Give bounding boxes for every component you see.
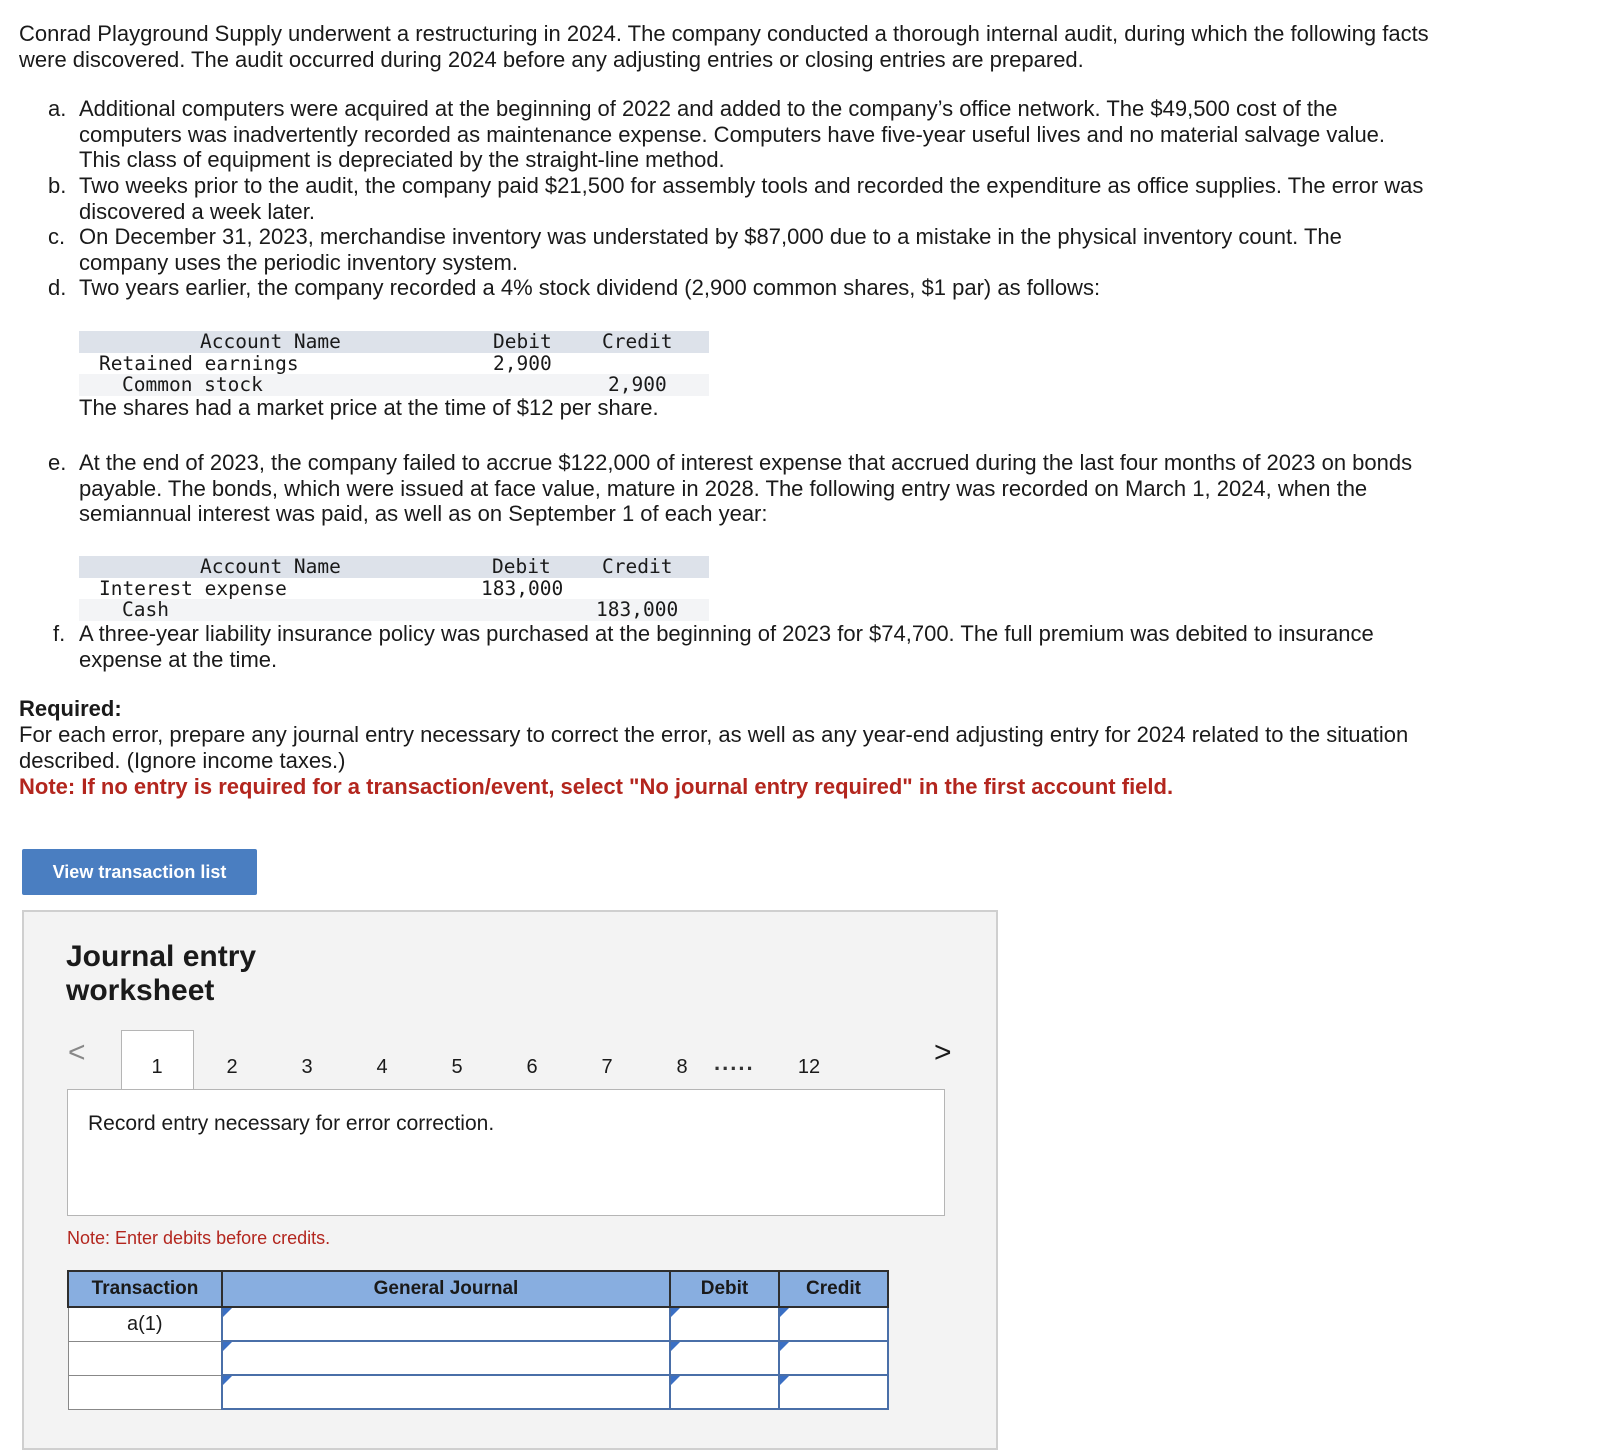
transaction-cell: a(1): [68, 1307, 222, 1341]
worksheet-title-line1: Journal entry: [66, 940, 257, 973]
entry-d-table: [79, 331, 709, 396]
debit-input[interactable]: [670, 1375, 779, 1409]
entry-d-row: [79, 374, 709, 396]
entry-e-debit-header: Debit: [492, 555, 551, 578]
item-f: [53, 621, 1433, 672]
entry-e-row2-account: Cash: [122, 598, 169, 622]
page-tab-4[interactable]: 4: [376, 1056, 388, 1078]
general-journal-column-header: General Journal: [222, 1271, 670, 1307]
required-text: For each error, prepare any journal entry necessary to correct the error, as well as any year-end adjusting entry for 2024 related to the situation described. (Ignore income taxes.): [19, 722, 1409, 773]
page-tab-2[interactable]: 2: [226, 1056, 238, 1078]
entry-e-row: [79, 578, 709, 600]
entry-e-header: [79, 556, 709, 578]
view-transaction-list-button[interactable]: View transaction list: [22, 849, 257, 895]
entry-e-credit-header: Credit: [602, 555, 673, 578]
account-input[interactable]: [222, 1341, 670, 1375]
worksheet-title-line2: worksheet: [66, 974, 215, 1007]
table-row: [68, 1341, 888, 1375]
entry-d-row: [79, 353, 709, 375]
account-input[interactable]: [222, 1307, 670, 1341]
item-b: [48, 173, 1428, 224]
next-arrow-icon[interactable]: >: [934, 1036, 952, 1069]
item-c: [48, 224, 1428, 275]
item-f-text: A three-year liability insurance policy was purchased at the beginning of 2023 for $74,700. The full premium was debited to insurance expense at the time.: [79, 621, 1374, 672]
worksheet-pager: [24, 1030, 1000, 1090]
credit-input[interactable]: [779, 1307, 888, 1341]
transaction-cell: [68, 1341, 222, 1375]
required-heading: Required:: [19, 696, 122, 721]
account-input[interactable]: [222, 1375, 670, 1409]
debit-column-header: Debit: [670, 1271, 779, 1307]
journal-table: [67, 1270, 889, 1410]
item-d-text: Two years earlier, the company recorded a 4% stock dividend (2,900 common shares, $1 par) as follows:: [79, 275, 1101, 300]
item-c-label: c.: [48, 224, 66, 249]
item-e: [48, 450, 1428, 527]
page-tab-12[interactable]: 12: [797, 1056, 821, 1078]
entry-d-account-header: Account Name: [200, 330, 341, 353]
item-a-label: a.: [48, 96, 67, 121]
instruction-box: [67, 1089, 945, 1216]
required-section: [19, 696, 1439, 800]
table-row: [68, 1307, 888, 1341]
entry-d-row1-debit: 2,900: [493, 351, 552, 375]
item-f-label: f.: [53, 621, 66, 646]
entry-e-row1-debit: 183,000: [481, 576, 564, 600]
item-d-label: d.: [48, 275, 67, 300]
entry-d-credit-header: Credit: [602, 330, 673, 353]
page-tab-7[interactable]: 7: [601, 1056, 613, 1078]
table-row: [68, 1375, 888, 1409]
credit-input[interactable]: [779, 1375, 888, 1409]
debit-input[interactable]: [670, 1341, 779, 1375]
page-tab-5[interactable]: 5: [451, 1056, 463, 1078]
enter-debits-note: Note: Enter debits before credits.: [67, 1228, 331, 1248]
transaction-column-header: Transaction: [68, 1271, 222, 1307]
transaction-cell: [68, 1375, 222, 1409]
entry-d-row1-account: Retained earnings: [99, 351, 299, 375]
item-c-text: On December 31, 2023, merchandise inventory was understated by $87,000 due to a mistake in the physical inventory count. The company uses the periodic inventory system.: [79, 224, 1342, 275]
page-tab-3[interactable]: 3: [301, 1056, 313, 1078]
credit-column-header: Credit: [779, 1271, 888, 1307]
entry-d-row2-credit: 2,900: [608, 373, 667, 397]
entry-d-debit-header: Debit: [493, 330, 552, 353]
journal-header-row: [68, 1271, 888, 1307]
item-e-text: At the end of 2023, the company failed to accrue $122,000 of interest expense that accrued during the last four months of 2023 on bonds payable. The bonds, which were issued at face value, mature in 2028. The following entry was recorded on March 1, 2024, when the semiannual interest was paid, as well as on September 1 of each year:: [79, 450, 1413, 526]
page-ellipsis: .....: [714, 1050, 755, 1075]
journal-entry-worksheet: [22, 910, 998, 1450]
item-a: [48, 96, 1428, 173]
item-e-label: e.: [48, 450, 67, 475]
entry-d-header: [79, 331, 709, 353]
instruction-text: Record entry necessary for error correction.: [88, 1112, 495, 1135]
entry-e-row1-account: Interest expense: [99, 576, 287, 600]
page-tab-6[interactable]: 6: [526, 1056, 538, 1078]
entry-e-account-header: Account Name: [200, 555, 341, 578]
entry-d-row2-account: Common stock: [122, 373, 263, 397]
entry-e-table: [79, 556, 709, 621]
debit-input[interactable]: [670, 1307, 779, 1341]
item-d: [48, 275, 1428, 301]
entry-d-sentence: The shares had a market price at the time of $12 per share.: [79, 395, 659, 420]
credit-input[interactable]: [779, 1341, 888, 1375]
item-a-text: Additional computers were acquired at the beginning of 2022 and added to the company’s office network. The $49,500 cost of the computers was inadvertently recorded as maintenance expense. Computers have five-year useful lives and no material salvage value. This class of equipment is depreciated by the straight-line method.: [79, 96, 1386, 172]
entry-e-row: [79, 599, 709, 621]
prev-arrow-icon[interactable]: <: [68, 1036, 86, 1069]
page-tab-8[interactable]: 8: [676, 1056, 688, 1078]
item-b-text: Two weeks prior to the audit, the company paid $21,500 for assembly tools and recorded the expenditure as office supplies. The error was discovered a week later.: [79, 173, 1424, 224]
entry-e-row2-credit: 183,000: [596, 598, 679, 622]
intro-text: Conrad Playground Supply underwent a restructuring in 2024. The company conducted a thorough internal audit, during which the following facts were discovered. The audit occurred during 2024 before any adjusting entries or closing entries are prepared.: [19, 21, 1429, 72]
required-note: Note: If no entry is required for a transaction/event, select "No journal entry required" in the first account field.: [19, 774, 1174, 799]
worksheet-title: [66, 940, 256, 1008]
item-b-label: b.: [48, 173, 67, 198]
page-tab-1[interactable]: 1: [151, 1056, 163, 1078]
